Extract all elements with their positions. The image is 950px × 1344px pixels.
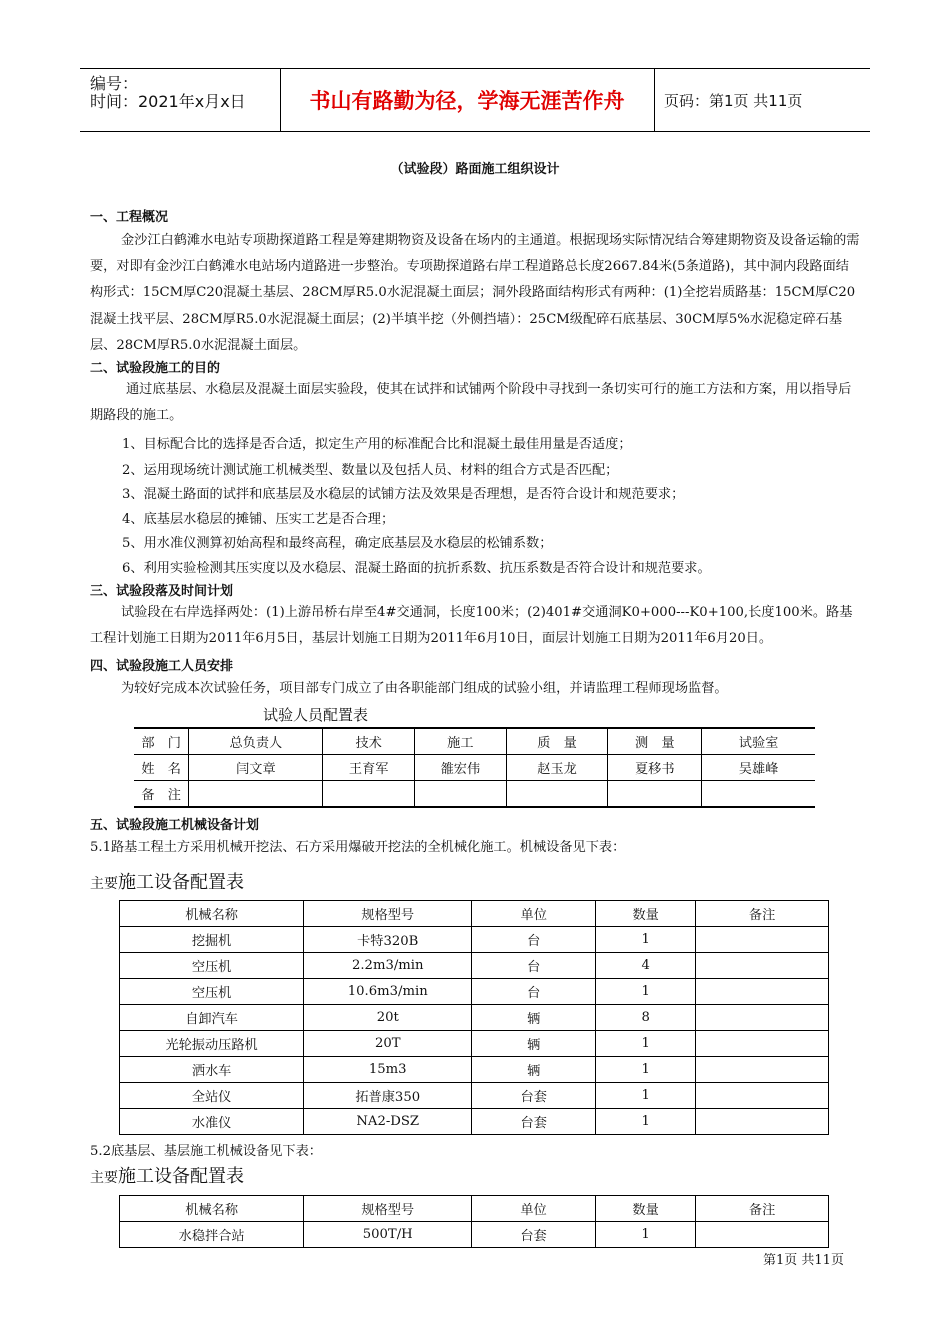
table-cell: 备 注 — [134, 781, 189, 808]
table-header: 单位 — [472, 1196, 596, 1222]
equip-table-1 — [119, 900, 829, 1135]
header-slogan: 书山有路勤为径，学海无涯苦作舟 — [280, 69, 655, 131]
table-header: 单位 — [472, 901, 596, 927]
table-cell: 2.2m3/min — [304, 953, 472, 979]
table-cell: 洒水车 — [120, 1057, 304, 1083]
table-cell: 1 — [596, 979, 696, 1005]
table-cell: 辆 — [472, 1057, 596, 1083]
table-cell: 质 量 — [506, 728, 608, 755]
table-header: 机械名称 — [120, 1196, 304, 1222]
table-cell: 台套 — [472, 1083, 596, 1109]
table-cell — [696, 1031, 829, 1057]
table-row — [120, 1005, 829, 1031]
table-cell: 台 — [472, 979, 596, 1005]
table-cell — [415, 781, 507, 808]
table-cell — [696, 1109, 829, 1135]
table-cell: 水稳拌合站 — [120, 1222, 304, 1248]
table-cell — [696, 1005, 829, 1031]
table-cell — [696, 1222, 829, 1248]
table-header: 规格型号 — [304, 1196, 472, 1222]
table-cell: 1 — [596, 927, 696, 953]
table-cell: 1 — [596, 1083, 696, 1109]
table-header: 备注 — [696, 1196, 829, 1222]
table-cell: 施工 — [415, 728, 507, 755]
table-cell — [696, 953, 829, 979]
table-cell: 台套 — [472, 1222, 596, 1248]
table-cell: 10.6m3/min — [304, 979, 472, 1005]
table-cell — [189, 781, 323, 808]
table-cell: 8 — [596, 1005, 696, 1031]
section-4-heading: 四、试验段施工人员安排 — [90, 659, 234, 674]
staff-table-caption: 试验人员配置表 — [263, 706, 369, 724]
table-cell: 光轮振动压路机 — [120, 1031, 304, 1057]
table-row — [120, 1031, 829, 1057]
table-row — [120, 927, 829, 953]
table-row — [120, 1083, 829, 1109]
caption-prefix: 主要 — [90, 876, 118, 892]
table-cell: 500T/H — [304, 1222, 472, 1248]
table-cell: 拓普康350 — [304, 1083, 472, 1109]
staff-table — [134, 727, 815, 808]
table-cell: 挖掘机 — [120, 927, 304, 953]
table-header: 规格型号 — [304, 901, 472, 927]
table-cell: 王育军 — [323, 755, 415, 781]
table-cell: 1 — [596, 1109, 696, 1135]
table-cell: 20T — [304, 1031, 472, 1057]
table-cell: 1 — [596, 1031, 696, 1057]
table-row — [134, 781, 815, 808]
equip-table-2 — [119, 1195, 829, 1248]
table-cell: 台套 — [472, 1109, 596, 1135]
table-cell: 测 量 — [608, 728, 702, 755]
table-cell: 试验室 — [702, 728, 815, 755]
caption-prefix: 主要 — [90, 1170, 118, 1186]
document-title: （试验段）路面施工组织设计 — [390, 162, 560, 177]
list-item: 6、利用实验检测其压实度以及水稳层、混凝土路面的抗折系数、抗压系数是否符合设计和规范要求。 — [122, 561, 711, 576]
table-row — [120, 979, 829, 1005]
equip-table-1-caption — [90, 868, 244, 894]
table-cell: 雒宏伟 — [415, 755, 507, 781]
table-cell: 姓 名 — [134, 755, 189, 781]
page-header — [80, 68, 870, 132]
table-cell: 台 — [472, 927, 596, 953]
table-row — [120, 1196, 829, 1222]
table-cell: 总负责人 — [189, 728, 323, 755]
table-cell: 闫文章 — [189, 755, 323, 781]
table-row — [134, 728, 815, 755]
section-1-heading: 一、工程概况 — [90, 210, 169, 225]
table-cell: 自卸汽车 — [120, 1005, 304, 1031]
table-header: 备注 — [696, 901, 829, 927]
table-cell: 15m3 — [304, 1057, 472, 1083]
table-cell: 辆 — [472, 1005, 596, 1031]
table-cell: 1 — [596, 1057, 696, 1083]
table-cell — [696, 1083, 829, 1109]
table-cell: 夏移书 — [608, 755, 702, 781]
section-1-paragraph: 金沙江白鹤滩水电站专项勘探道路工程是筹建期物资及设备在场内的主通道。根据现场实际情况结合筹建期物资及设备运输的需要，对即有金沙江白鹤滩水电站场内道路进一步整治。专项勘探道路右岸工程道路总长度2667.84米(5条道路)，其中洞内段路面结构形式：15CM厚C20混凝土基层、28CM厚R5.0水泥混凝土面层；洞外段路面结构形式有两种：(1)全挖岩质路基：15CM厚C20混凝土找平层、28CM厚R5.0水泥混凝土面层；(2)半填半挖（外侧挡墙）：25CM级配碎石底基层、30CM厚5%水泥稳定碎石基层、28CM厚R5.0水泥混凝土面层。 — [90, 233, 860, 353]
table-cell: 空压机 — [120, 979, 304, 1005]
table-cell: 部 门 — [134, 728, 189, 755]
table-row — [120, 953, 829, 979]
table-cell: 技术 — [323, 728, 415, 755]
table-cell: 辆 — [472, 1031, 596, 1057]
list-item: 5、用水准仪测算初始高程和最终高程，确定底基层及水稳层的松铺系数； — [122, 536, 553, 551]
table-cell: 20t — [304, 1005, 472, 1031]
section-3-heading: 三、试验段落及时间计划 — [90, 584, 234, 599]
caption-main: 施工设备配置表 — [118, 1166, 244, 1187]
section-5-2-text: 5.2底基层、基层施工机械设备见下表： — [90, 1144, 322, 1159]
table-row — [120, 901, 829, 927]
table-row — [120, 1222, 829, 1248]
table-cell: 空压机 — [120, 953, 304, 979]
section-3-paragraph: 试验段在右岸选择两处：(1)上游吊桥右岸至4#交通洞，长度100米；(2)401#交通洞K0+000---K0+100,长度100米。路基工程计划施工日期为2011年6月5日，基层计划施工日期为2011年6月10日，面层计划施工日期为2011年6月20日。 — [90, 605, 853, 647]
table-cell: 赵玉龙 — [506, 755, 608, 781]
caption-main: 施工设备配置表 — [118, 872, 244, 893]
list-item: 4、底基层水稳层的摊铺、压实工艺是否合理； — [122, 512, 395, 527]
page-footer: 第1页 共11页 — [763, 1253, 844, 1268]
list-item: 3、混凝土路面的试拌和底基层及水稳层的试铺方法及效果是否理想，是否符合设计和规范要求； — [122, 487, 685, 502]
table-cell — [608, 781, 702, 808]
header-page-label: 页码：第1页 共11页 — [664, 91, 803, 110]
table-row — [120, 1109, 829, 1135]
table-cell — [323, 781, 415, 808]
table-cell: NA2-DSZ — [304, 1109, 472, 1135]
section-5-1-text: 5.1路基工程土方采用机械开挖法、石方采用爆破开挖法的全机械化施工。机械设备见下表： — [90, 840, 626, 855]
table-cell — [696, 927, 829, 953]
section-5-heading: 五、试验段施工机械设备计划 — [90, 818, 260, 833]
table-cell: 卡特320B — [304, 927, 472, 953]
table-header: 机械名称 — [120, 901, 304, 927]
doc-time-label: 时间：2021年x月x日 — [90, 92, 246, 111]
list-item: 2、运用现场统计测试施工机械类型、数量以及包括人员、材料的组合方式是否匹配； — [122, 463, 619, 478]
table-cell: 台 — [472, 953, 596, 979]
equip-table-2-caption — [90, 1162, 244, 1188]
table-cell: 吴雄峰 — [702, 755, 815, 781]
section-2-heading: 二、试验段施工的目的 — [90, 361, 221, 376]
table-cell — [702, 781, 815, 808]
section-4-paragraph: 为较好完成本次试验任务，项目部专门成立了由各职能部门组成的试验小组，并请监理工程师现场监督。 — [121, 681, 728, 696]
list-item: 1、目标配合比的选择是否合适，拟定生产用的标准配合比和混凝土最佳用量是否适度； — [122, 437, 632, 452]
table-cell: 水准仪 — [120, 1109, 304, 1135]
table-cell — [696, 979, 829, 1005]
table-cell — [696, 1057, 829, 1083]
header-meta — [80, 69, 281, 131]
doc-number-label: 编号： — [90, 74, 139, 93]
table-header: 数量 — [596, 901, 696, 927]
table-cell: 1 — [596, 1222, 696, 1248]
table-row — [134, 755, 815, 781]
table-cell: 全站仪 — [120, 1083, 304, 1109]
section-2-paragraph: 通过底基层、水稳层及混凝土面层实验段，使其在试拌和试铺两个阶段中寻找到一条切实可行的施工方法和方案，用以指导后期路段的施工。 — [90, 382, 852, 424]
table-cell: 4 — [596, 953, 696, 979]
table-cell — [506, 781, 608, 808]
table-row — [120, 1057, 829, 1083]
table-header: 数量 — [596, 1196, 696, 1222]
